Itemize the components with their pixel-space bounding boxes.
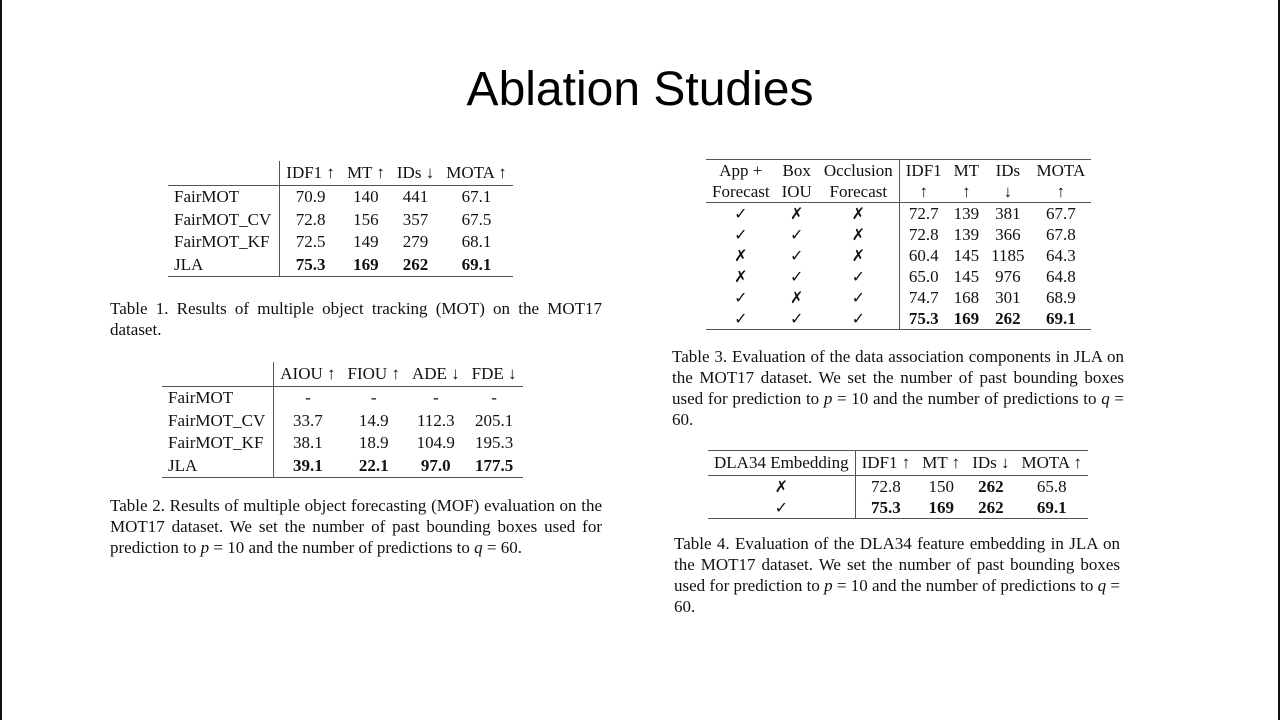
table-4-caption: Table 4. Evaluation of the DLA34 feature embedding in JLA on the MOT17 dataset. We set the number of past bounding boxes used for prediction to p = 10 and the number of predictions to q = 60. — [674, 534, 1120, 616]
table-header: IDF1 ↑ — [855, 451, 916, 476]
table-header: MOTA — [1031, 160, 1092, 182]
table-header: Forecast — [706, 181, 776, 203]
check-icon: ✓ — [790, 246, 804, 265]
check-icon: ✓ — [708, 497, 855, 519]
table-header: DLA34 Embedding — [708, 451, 855, 476]
table-3-data-association — [706, 159, 1091, 330]
cross-icon: ✗ — [708, 476, 855, 498]
table-1-mot-results — [168, 161, 513, 277]
table-header: App + — [706, 160, 776, 182]
table-row: FairMOT_CV 72.8 156 357 67.5 — [168, 209, 513, 232]
table-1-caption: Table 1. Results of multiple object tracking (MOT) on the MOT17 dataset. — [110, 299, 602, 339]
table-4-dla34-embedding — [708, 450, 1088, 519]
check-icon: ✓ — [734, 288, 748, 307]
check-icon: ✓ — [818, 287, 899, 308]
table-row: ✗ ✓ ✗ 60.4 145 1185 64.3 — [706, 245, 1091, 266]
cross-icon: ✗ — [818, 203, 899, 225]
table-header: Forecast — [818, 181, 899, 203]
table-header: FIOU ↑ — [342, 362, 406, 387]
table-header: MOTA ↑ — [440, 161, 513, 186]
table-header: ADE ↓ — [406, 362, 466, 387]
table-row: JLA 75.3 169 262 69.1 — [168, 254, 513, 277]
table-header: AIOU ↑ — [274, 362, 342, 387]
check-icon: ✓ — [790, 225, 804, 244]
check-icon: ✓ — [790, 267, 804, 286]
table-header — [162, 362, 274, 387]
cross-icon: ✗ — [734, 246, 748, 265]
table-header: IOU — [776, 181, 818, 203]
table-header: IDs — [985, 160, 1030, 182]
check-icon: ✓ — [776, 308, 818, 330]
check-icon: ✓ — [818, 308, 899, 330]
table-header: IDF1 ↑ — [280, 161, 341, 186]
up-arrow-icon: ↑ — [948, 181, 986, 203]
table-header: MOTA ↑ — [1016, 451, 1089, 476]
table-header: MT ↑ — [916, 451, 966, 476]
up-arrow-icon: ↑ — [1031, 181, 1092, 203]
table-header: MT ↑ — [341, 161, 391, 186]
table-row: ✓ ✗ ✗ 72.7 139 381 67.7 — [706, 203, 1091, 225]
table-row: ✗ 72.8 150 262 65.8 — [708, 476, 1088, 498]
table-header: MT — [948, 160, 986, 182]
check-icon: ✓ — [818, 266, 899, 287]
cross-icon: ✗ — [818, 224, 899, 245]
up-arrow-icon: ↑ — [899, 181, 947, 203]
check-icon: ✓ — [734, 204, 748, 223]
table-header — [168, 161, 280, 186]
table-3-caption: Table 3. Evaluation of the data association components in JLA on the MOT17 dataset. We set the number of past bounding boxes used for prediction to p = 10 and the number of predictions to q = 60. — [672, 347, 1124, 429]
table-header: Occlusion — [818, 160, 899, 182]
down-arrow-icon: ↓ — [985, 181, 1030, 203]
table-header: IDF1 — [899, 160, 947, 182]
table-row: JLA 39.1 22.1 97.0 177.5 — [162, 455, 523, 478]
table-row: FairMOT_CV 33.7 14.9 112.3 205.1 — [162, 410, 523, 433]
table-row: ✓ 75.3 169 262 69.1 — [708, 497, 1088, 519]
check-icon: ✓ — [706, 308, 776, 330]
cross-icon: ✗ — [734, 267, 748, 286]
table-row: ✓ ✗ ✓ 74.7 168 301 68.9 — [706, 287, 1091, 308]
table-2-mof-results — [162, 362, 523, 478]
table-row: FairMOT_KF 72.5 149 279 68.1 — [168, 231, 513, 254]
table-row: FairMOT 70.9 140 441 67.1 — [168, 186, 513, 209]
check-icon: ✓ — [734, 225, 748, 244]
table-row: ✓ ✓ ✗ 72.8 139 366 67.8 — [706, 224, 1091, 245]
table-header: IDs ↓ — [966, 451, 1015, 476]
table-2-caption: Table 2. Results of multiple object forecasting (MOF) evaluation on the MOT17 dataset. We set the number of past bounding boxes used for prediction to p = 10 and the number of predictions to q = 60. — [110, 496, 602, 557]
table-header: IDs ↓ — [391, 161, 440, 186]
table-row: FairMOT - - - - — [162, 387, 523, 410]
table-row: FairMOT_KF 38.1 18.9 104.9 195.3 — [162, 432, 523, 455]
table-header: FDE ↓ — [466, 362, 523, 387]
table-row: ✗ ✓ ✓ 65.0 145 976 64.8 — [706, 266, 1091, 287]
slide-title: Ablation Studies — [466, 63, 814, 116]
cross-icon: ✗ — [790, 288, 804, 307]
cross-icon: ✗ — [790, 204, 804, 223]
table-row: ✓ ✓ ✓ 75.3 169 262 69.1 — [706, 308, 1091, 330]
cross-icon: ✗ — [818, 245, 899, 266]
table-header: Box — [776, 160, 818, 182]
